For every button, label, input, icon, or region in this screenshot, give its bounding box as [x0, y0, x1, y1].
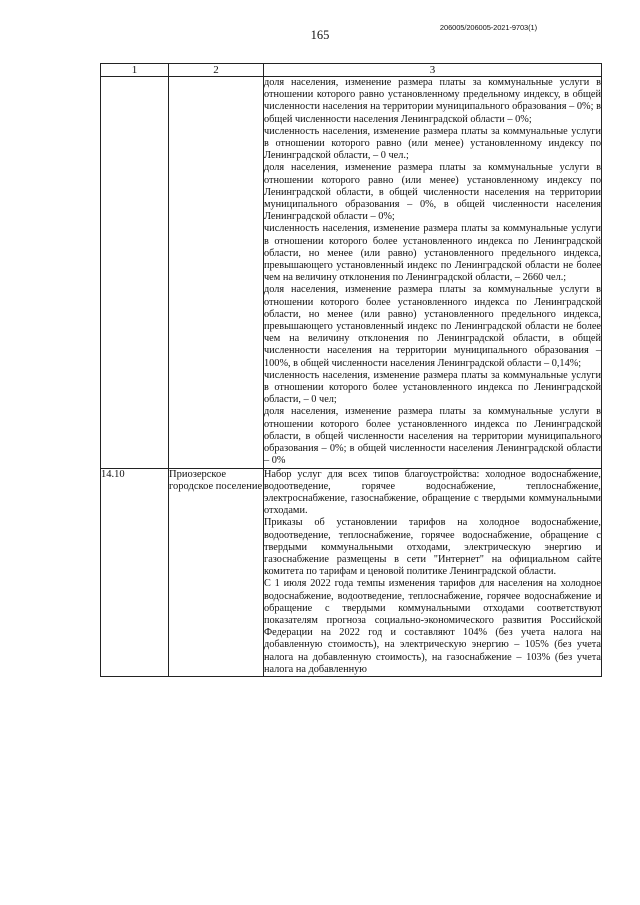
table-row — [101, 468, 602, 676]
content-paragraph: С 1 июля 2022 года темпы изменения тарифов для населения на холодное водоснабжение, водоотведение, теплоснабжение, горячее водоснабжение и обращение с твердыми коммунальными отходами соответствуют показателям прогноза социально-экономического развития Российской Федерации на 2022 год и составляют 104% (без учета налога на добавленную стоимость), на электрическую энергию – 105% (без учета налога на добавленную стоимость), на газоснабжение – 103% (без учета налога на добавленную — [264, 578, 601, 675]
column-header: 1 — [101, 64, 169, 77]
document-code: 206005/206005-2021-9703(1) — [439, 23, 537, 32]
row-number-cell: 14.10 — [101, 468, 169, 676]
table-row — [101, 77, 602, 469]
column-header: 2 — [169, 64, 264, 77]
content-paragraph: Набор услуг для всех типов благоустройства: холодное водоснабжение, водоотведение, горячее водоснабжение, теплоснабжение, электроснабжение, газоснабжение, обращение с твердыми коммунальными отходами. — [264, 468, 601, 517]
content-paragraph: доля населения, изменение размера платы за коммунальные услуги в отношении которого более установленного индекса по Ленинградской области, в общей численности населения на территории муниципального образования – 0%; в общей численности населения Ленинградской области – 0% — [264, 406, 601, 467]
content-paragraph: доля населения, изменение размера платы за коммунальные услуги в отношении которого равно установленному предельному индексу, в общей численности населения на территории муниципального образования – 0%; в общей численности населения Ленинградской области – 0%; — [264, 77, 601, 125]
row-content-cell — [264, 77, 602, 469]
row-number-cell — [101, 77, 169, 469]
document-table — [100, 63, 602, 677]
row-content-cell — [264, 468, 602, 676]
page-number: 165 — [310, 28, 330, 42]
content-paragraph: доля населения, изменение размера платы за коммунальные услуги в отношении которого равно (или менее) установленному индексу по Ленинградской области, в общей численности населения на территории муниципального образования – 0%, в общей численности населения Ленинградской области – 0%; — [264, 162, 601, 223]
column-header: 3 — [264, 64, 602, 77]
table-header-row — [101, 64, 602, 77]
row-name-cell — [169, 77, 264, 469]
row-name-cell: Приозерское городское поселение — [169, 468, 264, 676]
content-paragraph: доля населения, изменение размера платы за коммунальные услуги в отношении которого более установленного индекса по Ленинградской области, но менее (или равно) установленного предельного индекса, превышающего установленный индекс по Ленинградской области не более чем на величину отклонения по Ленинградской области, в общей численности населения на территории муниципального образования – 100%, в общей численности населения Ленинградской области – 0,14%; — [264, 284, 601, 369]
content-paragraph: Приказы об установлении тарифов на холодное водоснабжение, водоотведение, теплоснабжение, горячее водоснабжение, обращение с твердыми коммунальными отходами, электрическую энергию и газоснабжение размещены в сети "Интернет" на официальном сайте комитета по тарифам и ценовой политике Ленинградской области. — [264, 517, 601, 578]
content-paragraph: численность населения, изменение размера платы за коммунальные услуги в отношении которого более установленного индекса по Ленинградской области, – 0 чел; — [264, 369, 601, 406]
content-paragraph: численность населения, изменение размера платы за коммунальные услуги в отношении которого более установленного индекса по Ленинградской области, но менее (или равно) установленного предельного индекса, превышающего установленный индекс по Ленинградской области не более чем на величину отклонения по Ленинградской области, – 2660 чел.; — [264, 223, 601, 284]
content-paragraph: численность населения, изменение размера платы за коммунальные услуги в отношении которого равно (или менее) установленному индексу по Ленинградской области, – 0 чел.; — [264, 125, 601, 162]
